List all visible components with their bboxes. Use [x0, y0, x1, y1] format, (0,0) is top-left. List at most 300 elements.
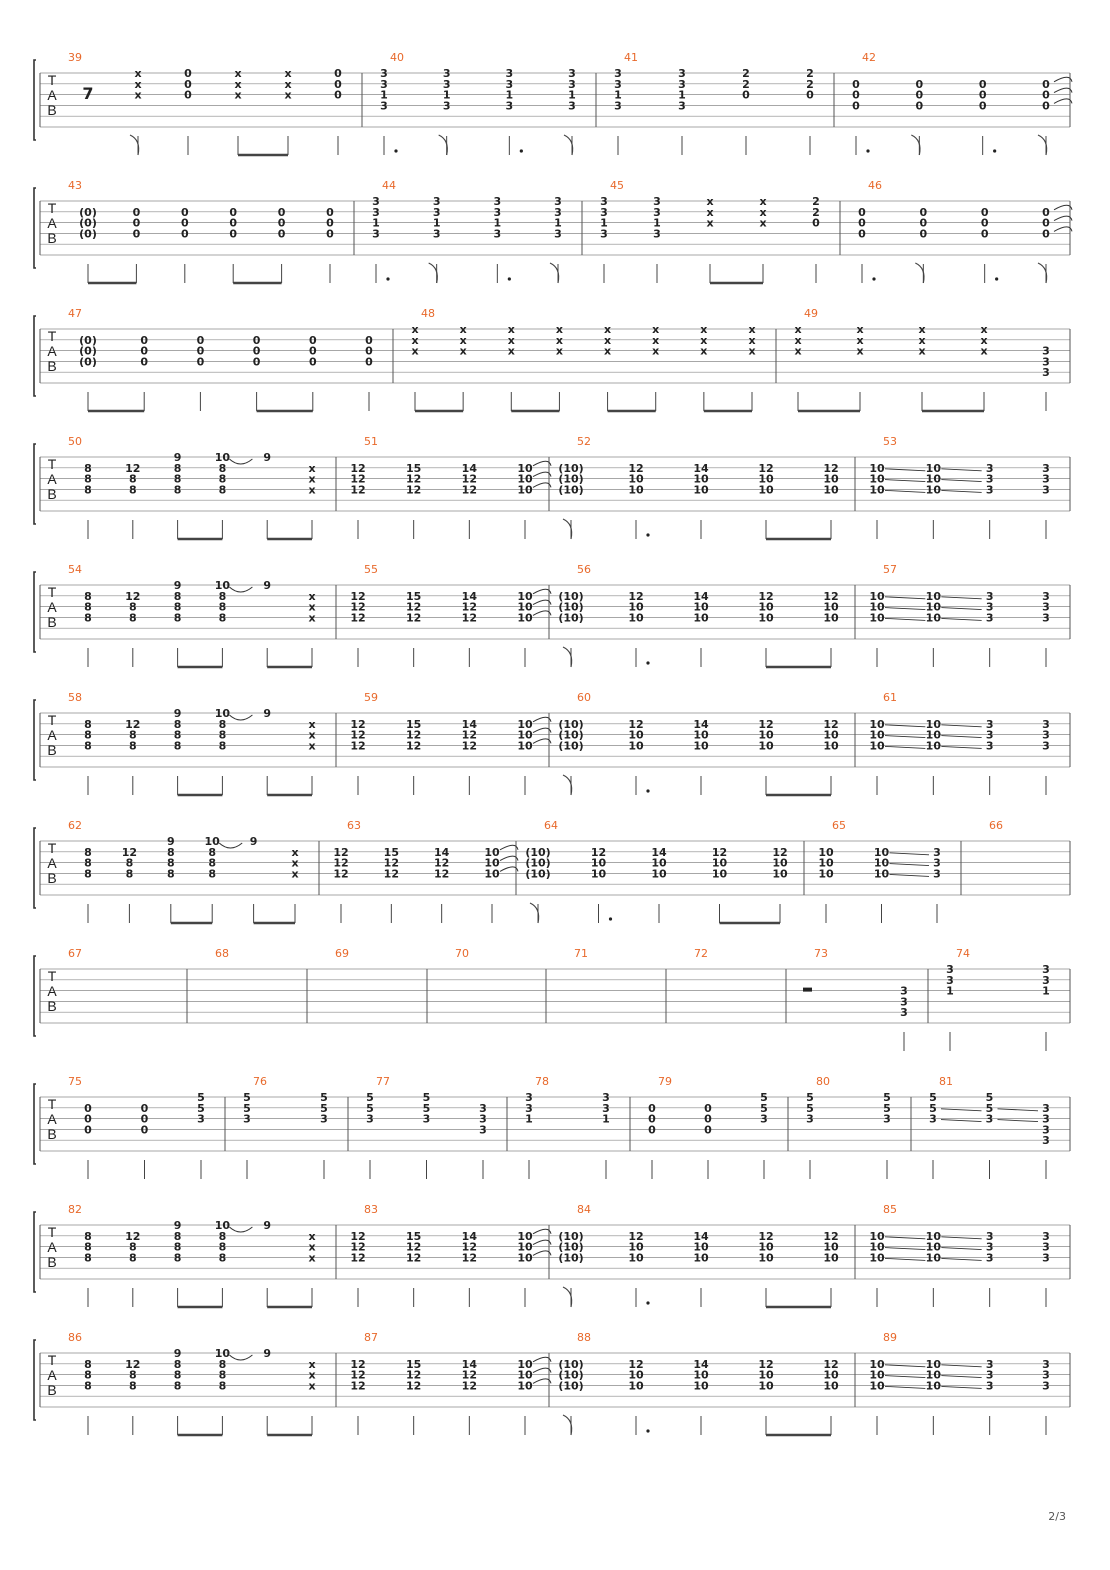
- fret-number: 10: [823, 739, 839, 753]
- tab-letter: B: [47, 230, 57, 246]
- dead-note: x: [652, 344, 660, 358]
- fret-number: 12: [823, 717, 839, 731]
- fret-number: 8: [128, 728, 137, 742]
- dead-note: x: [308, 461, 316, 475]
- fret-number: 10: [517, 461, 533, 475]
- fret-number: 12: [406, 739, 422, 753]
- rhythm-dot: [386, 277, 389, 280]
- system-bracket: [34, 1340, 36, 1420]
- fret-number: 0: [980, 227, 989, 241]
- dead-note: x: [291, 867, 299, 881]
- beat: [980, 323, 987, 411]
- fret-number: 0: [132, 216, 141, 230]
- beat: [174, 1347, 182, 1435]
- fret-number: 8: [84, 461, 92, 475]
- fret-number: 8: [218, 611, 227, 625]
- measure-number: 68: [215, 947, 229, 960]
- beat: [946, 963, 954, 1051]
- measure: [68, 1075, 205, 1179]
- fret-number: 3: [933, 856, 941, 870]
- slur-arc: [229, 715, 252, 720]
- beat: [918, 323, 925, 411]
- fret-number: 3: [1042, 1112, 1050, 1126]
- fret-number: 12: [383, 856, 399, 870]
- measure: [68, 179, 334, 283]
- fret-number: 9: [173, 579, 182, 592]
- fret-number: 10: [204, 835, 220, 848]
- fret-number: 10: [484, 845, 500, 859]
- fret-number: 3: [678, 67, 686, 80]
- fret-number: 8: [125, 867, 134, 881]
- fret-number: 3: [602, 1091, 610, 1104]
- fret-number: (10): [558, 1379, 584, 1393]
- measure-number: 80: [816, 1075, 830, 1088]
- fret-number: 8: [84, 1368, 92, 1382]
- measure-number: 57: [883, 563, 897, 576]
- fret-number: 3: [432, 195, 441, 208]
- fret-number: 3: [946, 973, 954, 987]
- fret-number: 0: [812, 216, 820, 230]
- fret-number: 0: [852, 99, 860, 113]
- fret-number: 12: [461, 472, 477, 486]
- fret-number: 3: [602, 1101, 610, 1115]
- measure-number: 77: [376, 1075, 390, 1088]
- beat: [320, 1091, 328, 1179]
- fret-number: 3: [1042, 1379, 1050, 1393]
- tab-letter: T: [47, 72, 57, 88]
- fret-number: 9: [263, 1219, 272, 1232]
- fret-number: 0: [1042, 205, 1050, 219]
- beat: [929, 1091, 981, 1179]
- fret-number: 3: [614, 77, 622, 91]
- dead-note: x: [604, 323, 612, 336]
- dead-note: x: [700, 323, 708, 336]
- fret-number: 15: [383, 845, 399, 859]
- fret-number: (10): [558, 1229, 584, 1243]
- dead-note: x: [706, 205, 714, 219]
- tie-arc: [533, 1240, 551, 1245]
- dead-note: x: [308, 1368, 316, 1382]
- tie-arc: [1054, 205, 1072, 210]
- fret-number: 3: [243, 1112, 251, 1126]
- fret-number: 10: [925, 1240, 941, 1254]
- slide-line: [885, 1237, 925, 1239]
- fret-number: 12: [461, 728, 477, 742]
- fret-number: 0: [140, 1112, 149, 1126]
- note-flag: [563, 1415, 572, 1435]
- dead-note: x: [234, 67, 242, 80]
- fret-number: 1: [372, 216, 380, 230]
- fret-number: 8: [173, 1251, 182, 1265]
- fret-number: 8: [125, 856, 134, 870]
- measure-number: 46: [868, 179, 882, 192]
- beat: [678, 67, 686, 155]
- fret-number: 14: [461, 461, 477, 475]
- measure: [558, 1331, 839, 1435]
- note-flag: [429, 263, 438, 283]
- fret-number: 10: [628, 739, 644, 753]
- fret-number: 8: [208, 856, 217, 870]
- beat: [174, 579, 182, 667]
- fret-number: (10): [558, 1251, 584, 1265]
- tie-arc: [533, 1229, 551, 1234]
- beat: [1042, 963, 1050, 1051]
- fret-number: 3: [985, 483, 994, 497]
- fret-number: 3: [320, 1112, 328, 1126]
- fret-number: (10): [558, 611, 584, 625]
- fret-number: 8: [173, 1368, 182, 1382]
- measure: [694, 947, 708, 960]
- fret-number: 10: [869, 600, 885, 614]
- beat: [174, 707, 182, 795]
- fret-number: 0: [140, 1123, 149, 1137]
- fret-number: 10: [869, 1379, 885, 1393]
- dead-note: x: [284, 67, 292, 80]
- fret-number: 12: [406, 472, 422, 486]
- slide-line: [941, 480, 981, 482]
- fret-number: 3: [372, 205, 380, 219]
- fret-number: 10: [590, 867, 607, 881]
- slide-line: [941, 1376, 981, 1378]
- fret-number: 10: [772, 867, 788, 881]
- fret-number: 3: [1042, 1229, 1050, 1243]
- measure: [372, 179, 562, 283]
- fret-number: 0: [277, 216, 286, 230]
- fret-number: 10: [693, 483, 709, 497]
- fret-number: 12: [350, 1357, 366, 1371]
- fret-number: 10: [517, 717, 533, 731]
- fret-number: 3: [568, 77, 576, 91]
- fret-number: 10: [925, 472, 941, 486]
- fret-number: 3: [372, 227, 380, 241]
- fret-number: 3: [493, 227, 502, 241]
- beat: [174, 451, 182, 539]
- beat: [700, 323, 707, 411]
- fret-number: 0: [334, 88, 342, 102]
- fret-number: 3: [1042, 1134, 1050, 1148]
- fret-number: 8: [218, 1229, 227, 1243]
- dead-note: x: [748, 333, 756, 347]
- fret-number: 3: [1042, 611, 1050, 625]
- beat: [653, 195, 661, 283]
- measure: [558, 1203, 839, 1307]
- slur-arc: [219, 843, 242, 848]
- rhythm-dot: [394, 149, 397, 152]
- fret-number: 0: [132, 227, 141, 241]
- fret-number: 10: [484, 867, 500, 881]
- dead-note: x: [291, 845, 299, 859]
- fret-number: 0: [915, 99, 924, 113]
- tab-letter: T: [47, 712, 57, 728]
- fret-number: 5: [806, 1091, 814, 1104]
- fret-number: 0: [308, 333, 317, 347]
- slide-line: [885, 746, 925, 748]
- measure: [68, 691, 316, 795]
- fret-number: 5: [985, 1101, 994, 1115]
- fret-number: 15: [406, 1229, 422, 1243]
- fret-number: 3: [1042, 973, 1050, 987]
- measure: [68, 947, 82, 960]
- measure-number: 48: [421, 307, 435, 320]
- fret-number: (0): [79, 227, 97, 241]
- fret-number: 3: [653, 205, 661, 219]
- tab-letter: A: [47, 983, 57, 999]
- fret-number: 12: [350, 739, 366, 753]
- fret-number: 10: [925, 600, 941, 614]
- fret-number: 8: [84, 1357, 92, 1371]
- fret-number: (10): [558, 600, 584, 614]
- fret-number: 8: [84, 589, 92, 603]
- beat: [411, 323, 418, 411]
- slide-line: [885, 1365, 925, 1367]
- fret-number: 3: [933, 845, 941, 859]
- measure: [869, 1203, 1049, 1307]
- measure: [852, 51, 1072, 155]
- beat: [284, 67, 291, 155]
- beat: [760, 1091, 768, 1179]
- fret-number: 1: [554, 216, 562, 230]
- fret-number: 10: [818, 867, 834, 881]
- fret-number: 10: [869, 472, 885, 486]
- fret-number: 0: [852, 88, 860, 102]
- fret-number: 14: [461, 717, 477, 731]
- fret-number: 3: [985, 1112, 994, 1126]
- slide-line: [885, 1376, 925, 1378]
- beat: [215, 451, 253, 539]
- fret-number: 10: [823, 1251, 839, 1265]
- slide-line: [885, 618, 925, 620]
- fret-number: 12: [350, 1379, 366, 1393]
- fret-number: 10: [517, 1229, 533, 1243]
- fret-number: 8: [173, 1379, 182, 1393]
- dead-note: x: [652, 323, 660, 336]
- fret-number: 10: [758, 600, 774, 614]
- measure: [806, 1075, 891, 1179]
- tab-letter: A: [47, 727, 57, 743]
- slide-line: [885, 1248, 925, 1250]
- slide-line: [998, 1109, 1039, 1111]
- dead-note: x: [856, 344, 864, 358]
- measure: [600, 179, 820, 283]
- fret-number: 15: [406, 589, 422, 603]
- dead-note: x: [555, 323, 563, 336]
- note-flag: [130, 135, 139, 155]
- fret-number: 12: [406, 1251, 422, 1265]
- fret-number: 3: [600, 205, 608, 219]
- slide-line: [885, 597, 925, 599]
- dead-note: x: [411, 323, 419, 336]
- fret-number: 10: [517, 611, 533, 625]
- measure-number: 86: [68, 1331, 82, 1344]
- fret-number: 0: [180, 216, 189, 230]
- tab-letter: T: [47, 968, 57, 984]
- fret-number: (10): [525, 845, 551, 859]
- fret-number: 3: [1042, 1251, 1050, 1265]
- beat: [706, 195, 713, 283]
- dead-note: x: [555, 344, 563, 358]
- fret-number: (10): [558, 717, 584, 731]
- fret-number: 12: [383, 867, 399, 881]
- fret-number: 0: [365, 355, 373, 369]
- fret-number: 8: [173, 461, 182, 475]
- fret-number: 0: [648, 1112, 656, 1126]
- fret-number: 1: [568, 88, 576, 102]
- measure: [929, 1075, 1050, 1179]
- fret-number: 3: [505, 99, 514, 113]
- measure: [794, 307, 1049, 411]
- slur-arc: [229, 1355, 252, 1360]
- fret-number: 12: [406, 483, 422, 497]
- fret-number: 3: [806, 1112, 814, 1126]
- dead-note: x: [794, 323, 802, 336]
- fret-number: 3: [1042, 589, 1050, 603]
- dead-note: x: [308, 589, 316, 603]
- dead-note: x: [291, 856, 299, 870]
- measure-number: 84: [577, 1203, 591, 1216]
- measure-number: 51: [364, 435, 378, 448]
- fret-number: 0: [915, 77, 924, 91]
- fret-number: 10: [693, 600, 709, 614]
- fret-number: 12: [711, 845, 728, 859]
- dead-note: x: [759, 205, 767, 219]
- fret-number: 8: [218, 1240, 227, 1254]
- fret-number: 8: [173, 472, 182, 486]
- fret-number: 0: [1042, 216, 1050, 230]
- measure: [68, 435, 316, 539]
- measure-number: 71: [574, 947, 588, 960]
- fret-number: 12: [628, 717, 644, 731]
- measure-number: 63: [347, 819, 361, 832]
- measure-number: 55: [364, 563, 378, 576]
- fret-number: 12: [125, 461, 141, 475]
- slide-line: [885, 1258, 925, 1260]
- fret-number: 14: [434, 845, 450, 859]
- fret-number: 12: [406, 1368, 422, 1382]
- fret-number: 5: [929, 1091, 937, 1104]
- tie-arc: [533, 1379, 551, 1384]
- system-bracket: [34, 1084, 36, 1164]
- fret-number: 10: [758, 611, 774, 625]
- fret-number: 8: [173, 1229, 182, 1243]
- beat: [263, 579, 271, 667]
- fret-number: 10: [628, 1240, 644, 1254]
- tab-letter: B: [47, 486, 57, 502]
- fret-number: 10: [823, 600, 839, 614]
- fret-number: 8: [218, 739, 227, 753]
- measure-number: 87: [364, 1331, 378, 1344]
- fret-number: 10: [517, 1240, 533, 1254]
- beat: [429, 195, 441, 283]
- slide-line: [941, 597, 981, 599]
- fret-number: 0: [704, 1123, 712, 1137]
- slide-line: [941, 1248, 981, 1250]
- beat: [759, 195, 766, 283]
- fret-number: 10: [590, 856, 607, 870]
- fret-number: 0: [140, 1101, 149, 1115]
- tab-letter: A: [47, 87, 57, 103]
- fret-number: 1: [505, 88, 514, 102]
- beat: [742, 67, 750, 155]
- fret-number: 10: [758, 1251, 774, 1265]
- fret-number: 3: [1042, 1123, 1050, 1137]
- tie-arc: [1054, 216, 1072, 221]
- fret-number: 3: [929, 1112, 937, 1126]
- fret-number: 3: [554, 195, 562, 208]
- tab-letter: A: [47, 599, 57, 615]
- measure: [350, 691, 551, 795]
- fret-number: 10: [651, 856, 667, 870]
- fret-number: 10: [925, 589, 941, 603]
- beat: [748, 323, 755, 411]
- dead-note: x: [856, 323, 864, 336]
- fret-number: 1: [946, 984, 954, 998]
- fret-number: (0): [79, 216, 97, 230]
- fret-number: 14: [693, 1357, 709, 1371]
- fret-number: 12: [350, 611, 366, 625]
- fret-number: 8: [84, 728, 92, 742]
- fret-number: 10: [758, 1379, 774, 1393]
- fret-number: 9: [249, 835, 258, 848]
- fret-number: 8: [218, 1251, 227, 1265]
- fret-number: 1: [602, 1112, 610, 1126]
- page-number: 2/3: [1048, 1510, 1066, 1523]
- fret-number: 1: [1042, 984, 1050, 998]
- measure: [803, 947, 908, 1051]
- fret-number: 8: [218, 1368, 227, 1382]
- dead-note: x: [507, 333, 515, 347]
- rhythm-dot: [520, 149, 523, 152]
- fret-number: 12: [125, 1357, 141, 1371]
- fret-number: 10: [693, 1251, 709, 1265]
- fret-number: 10: [517, 728, 533, 742]
- fret-number: (10): [558, 1240, 584, 1254]
- measure-number: 89: [883, 1331, 897, 1344]
- fret-number: 8: [84, 472, 92, 486]
- system-bracket: [34, 700, 36, 780]
- measure: [558, 691, 839, 795]
- beat: [215, 1219, 253, 1307]
- fret-number: 5: [366, 1091, 374, 1104]
- fret-number: 10: [925, 717, 941, 731]
- fret-number: 0: [1042, 99, 1050, 113]
- dead-note: x: [411, 333, 419, 347]
- dead-note: x: [134, 67, 142, 80]
- fret-number: 0: [806, 88, 814, 102]
- fret-number: 8: [84, 717, 92, 731]
- system-bracket: [34, 572, 36, 652]
- fret-number: 3: [985, 739, 994, 753]
- tab-system: [34, 691, 1070, 795]
- fret-number: 10: [517, 483, 533, 497]
- fret-number: 0: [334, 67, 342, 80]
- dead-note: x: [284, 77, 292, 91]
- fret-number: 8: [173, 483, 182, 497]
- fret-number: 0: [277, 227, 286, 241]
- fret-number: 0: [334, 77, 342, 91]
- fret-number: 1: [432, 216, 441, 230]
- beat: [130, 67, 142, 155]
- fret-number: 0: [277, 205, 286, 219]
- slide-line: [941, 469, 981, 471]
- fret-number: 3: [505, 67, 514, 80]
- fret-number: 0: [252, 333, 261, 347]
- fret-number: 14: [693, 1229, 709, 1243]
- slide-line: [941, 490, 981, 492]
- slide-line: [885, 736, 925, 738]
- fret-number: 8: [173, 728, 182, 742]
- fret-number: 3: [933, 867, 941, 881]
- fret-number: 8: [84, 867, 92, 881]
